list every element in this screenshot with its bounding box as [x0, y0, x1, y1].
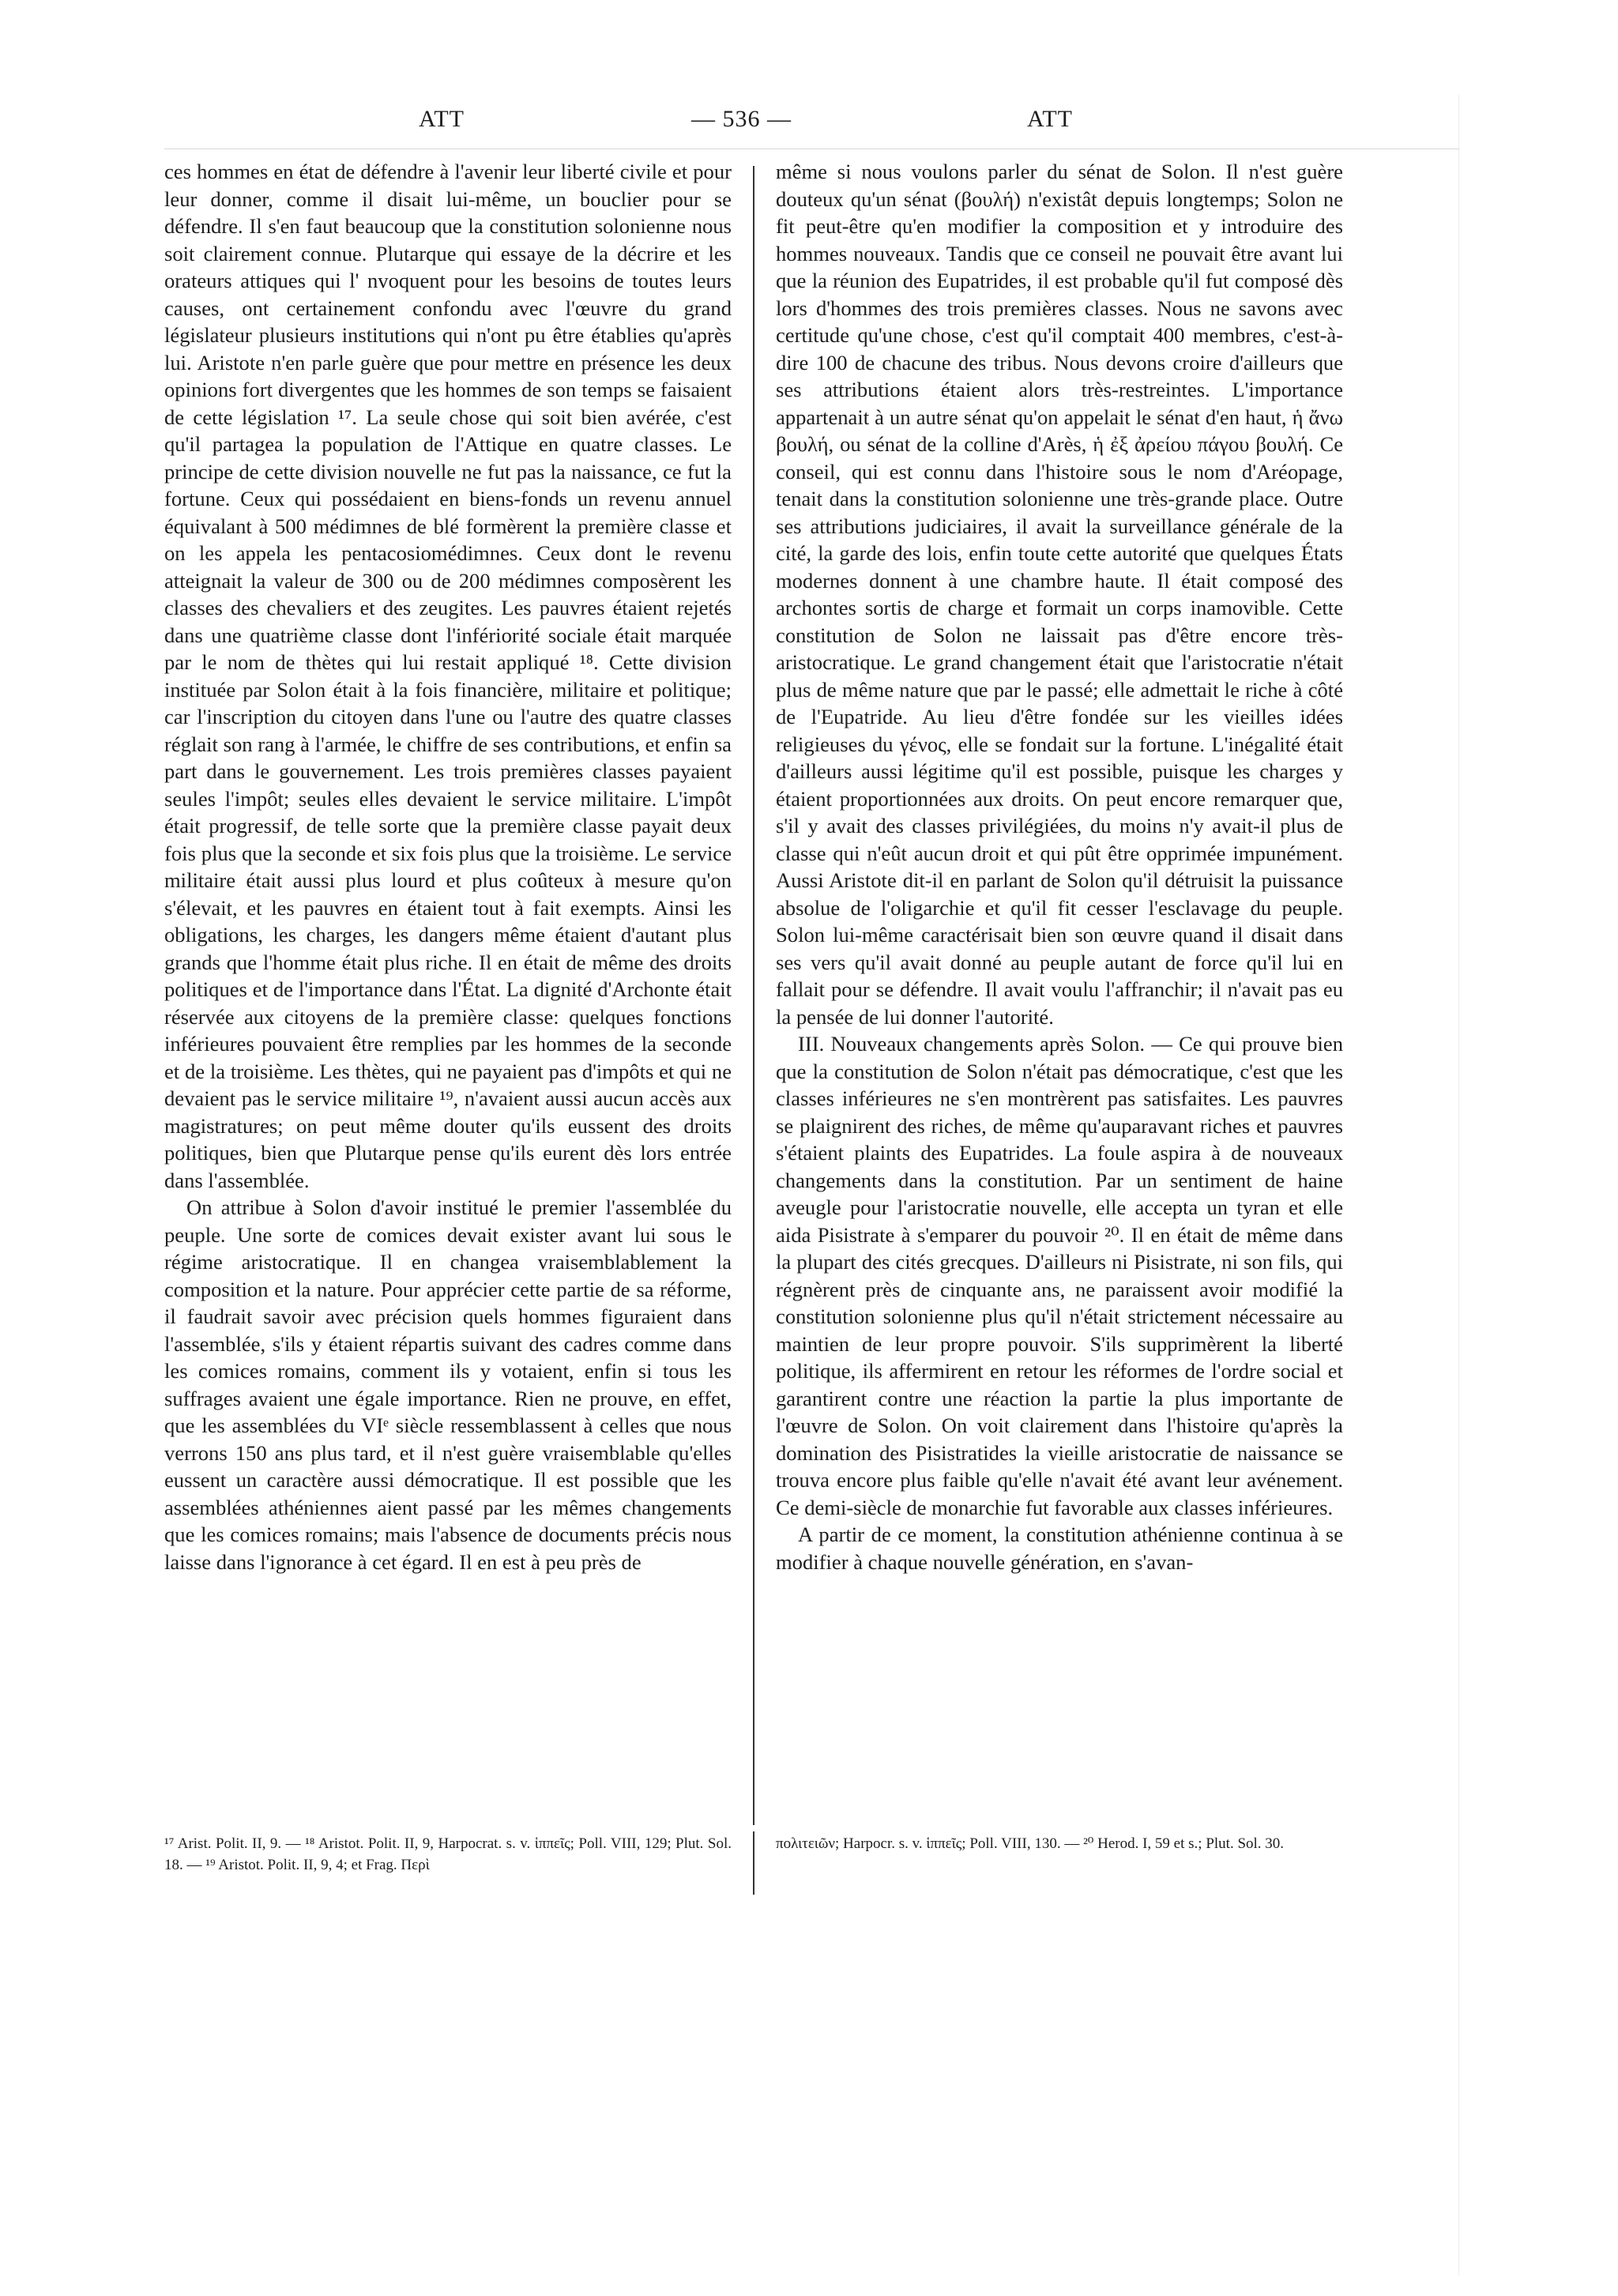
left-paragraph-1: ces hommes en état de défendre à l'avenir leur liberté civile et pour leur donner, comme il disait lui-même, un bouclier pour se défendre. Il s'en faut beaucoup que la constitution solonienne nous soit clairement connue. Plutarque qui essaye de la décrire et les orateurs attiques qui l' nvoquent pour les besoins de toutes leurs causes, ont certainement confondu avec l'œuvre du grand législateur plusieurs institutions qui n'ont pu être établies qu'après lui. Aristote n'en parle guère que pour mettre en présence les deux opinions fort divergentes que les hommes de son temps se faisaient de cette législation ¹⁷. La seule chose qui soit bien avérée, c'est qu'il partagea la population de l'Attique en quatre classes. Le principe de cette division nouvelle ne fut pas la naissance, ce fut la fortune. Ceux qui possédaient en biens-fonds un revenu annuel équivalant à 500 médimnes de blé formèrent la première classe et on les appela les pentacosiomédimnes. Ceux dont le revenu atteignait la valeur de 300 ou de 200 médimnes composèrent les classes des chevaliers et des zeugites. Les pauvres étaient rejetés dans une quatrième classe dont l'infériorité sociale était marquée par le nom de thètes qui lui restait appliqué ¹⁸. Cette division instituée par Solon était à la fois financière, militaire et politique; car l'inscription du citoyen dans l'une ou l'autre des quatre classes réglait son rang à l'armée, le chiffre de ses contributions, et enfin sa part dans le gouvernement. Les trois premières classes payaient seules l'impôt; seules elles devaient le service militaire. L'impôt était progressif, de telle sorte que la première classe payait deux fois plus que la seconde et six fois plus que la troisième. Le service militaire était aussi plus lourd et plus coûteux à mesure qu'on s'élevait, et les pauvres en étaient tout à fait exempts. Ainsi les obligations, les charges, les dangers même étaient d'autant plus grands que l'homme était plus riche. Il en était de même des droits politiques et de l'importance dans l'État. La dignité d'Archonte était réservée aux citoyens de la première classe: quelques fonctions inférieures pouvaient être remplies par les hommes de la seconde et de la troisième. Les thètes, qui ne payaient pas d'impôts et qui ne devaient pas le service militaire ¹⁹, n'avaient aussi aucun accès aux magistratures; on peut même douter qu'ils eussent des droits politiques, bien que Plutarque pense qu'ils eurent dès lors entrée dans l'assemblée. — [164, 160, 732, 1192]
right-paragraph-1: même si nous voulons parler du sénat de Solon. Il n'est guère douteux qu'un sénat (βουλή) n'existât depuis longtemps; Solon ne fit peut-être qu'en modifier la composition et y introduire des hommes nouveaux. Tandis que ce conseil ne pouvait être avant lui que la réunion des Eupatrides, il est probable qu'il fut composé dès lors d'hommes des trois premières classes. Nous ne savons avec certitude qu'une chose, c'est qu'il comptait 400 membres, c'est-à-dire 100 de chacune des tribus. Nous devons croire d'ailleurs que ses attributions étaient alors très-restreintes. L'importance appartenait à un autre sénat qu'on appelait le sénat d'en haut, ἡ ἄνω βουλή, ou sénat de la colline d'Arès, ἡ ἐξ ἀρείου πάγου βουλή. Ce conseil, qui est connu dans l'histoire sous le nom d'Aréopage, tenait dans la constitution solonienne une très-grande place. Outre ses attributions judiciaires, il avait la surveillance générale de la cité, la garde des lois, enfin toute cette autorité que quelques États modernes donnent à une chambre haute. Il était composé des archontes sortis de charge et formait un corps inamovible. Cette constitution de Solon ne laissait pas d'être encore très-aristocratique. Le grand changement était que l'aristocratie n'était plus de même nature que par le passé; elle admettait le riche à côté de l'Eupatride. Au lieu d'être fondée sur les vieilles idées religieuses du γένος, elle se fondait sur la fortune. L'inégalité était d'ailleurs aussi légitime qu'il est possible, puisque les charges y étaient proportionnées aux droits. On peut encore remarquer que, s'il y avait des classes privilégiées, du moins n'y avait-il plus de classe qui n'eût aucun droit et qui pût être opprimée impunément. Aussi Aristote dit-il en parlant de Solon qu'il détruisit la puissance absolue de l'oligarchie et qu'il fit cesser l'esclavage du peuple. Solon lui-même caractérisait bien son œuvre quand il disait dans ses vers qu'il avait donné au peuple autant de force qu'il lui en fallait pour se défendre. Il avait voulu l'affranchir; il n'avait pas eu la pensée de lui donner l'autorité. — [776, 160, 1343, 1029]
running-head-left: ATT — [419, 106, 465, 132]
left-paragraph-2: On attribue à Solon d'avoir institué le premier l'assemblée du peuple. Une sorte de comices devait exister avant lui sous le régime aristocratique. Il en changea vraisemblablement la composition et la nature. Pour apprécier cette partie de sa réforme, il faudrait savoir avec précision quels hommes figuraient dans l'assemblée, s'ils y étaient répartis suivant des cadres comme dans les comices romains, comment ils y votaient, enfin si tous les suffrages avaient une égale importance. Rien ne prouve, en effet, que les assemblées du VIᵉ siècle ressemblassent à celles que nous verrons 150 ans plus tard, et il n'est guère vraisemblable qu'elles eussent un caractère aussi démocratique. Il est possible que les assemblées athéniennes aient passé par les mêmes changements que les comices romains; mais l'absence de documents précis nous laisse dans l'ignorance à cet égard. Il en est à peu près de — [164, 1195, 732, 1574]
footnotes-right: πολιτειῶν; Harpocr. s. v. ἱππεῖς; Poll. VIII, 130. — ²⁰ Herod. I, 59 et s.; Plut. Sol. 30. — [776, 1835, 1285, 1852]
footnotes-left: ¹⁷ Arist. Polit. II, 9. — ¹⁸ Aristot. Polit. II, 9, Harpocrat. s. v. ἱππεῖς; Poll. VIII, 129; Plut. Sol. 18. — ¹⁹ Aristot. Polit. II, 9, 4; et Frag. Περὶ — [164, 1835, 732, 1873]
right-column — [776, 158, 1343, 1575]
footnote-divider — [753, 1831, 754, 1895]
column-divider — [753, 166, 754, 1825]
page-edge-line — [1458, 95, 1459, 2275]
left-column — [164, 158, 732, 1575]
running-head-right: ATT — [1027, 106, 1073, 132]
right-paragraph-2: III. Nouveaux changements après Solon. — Ce qui prouve bien que la constitution de Solon n'était pas démocratique, c'est que les classes inférieures ne s'en montrèrent pas satisfaites. Les pauvres se plaignirent des riches, de même qu'auparavant riches et pauvres s'étaient plaints des Eupatrides. La foule aspira à de nouveaux changements dans la constitution. Par un sentiment de haine aveugle pour l'aristocratie nouvelle, elle accepta un tyran et elle aida Pisistrate à s'emparer du pouvoir ²⁰. Il en était de même dans la plupart des cités grecques. D'ailleurs ni Pisistrate, ni son fils, qui régnèrent près de cinquante ans, ne paraissent avoir modifié la constitution solonienne plus qu'il n'était strictement nécessaire au maintien de leur propre pouvoir. S'ils supprimèrent la liberté politique, ils affermirent en retour les réformes de l'ordre social et garantirent contre une réaction la partie la plus importante de l'œuvre de Solon. On voit clairement dans l'histoire qu'après la domination des Pisistratides la vieille aristocratie de naissance se trouva encore plus faible qu'elle n'avait été avant leur avénement. Ce demi-siècle de monarchie fut favorable aux classes inférieures. — [776, 1032, 1343, 1519]
right-paragraph-3: A partir de ce moment, la constitution athénienne continua à se modifier à chaque nouvelle génération, en s'avan- — [776, 1523, 1343, 1574]
page-number: — 536 — — [691, 106, 792, 132]
